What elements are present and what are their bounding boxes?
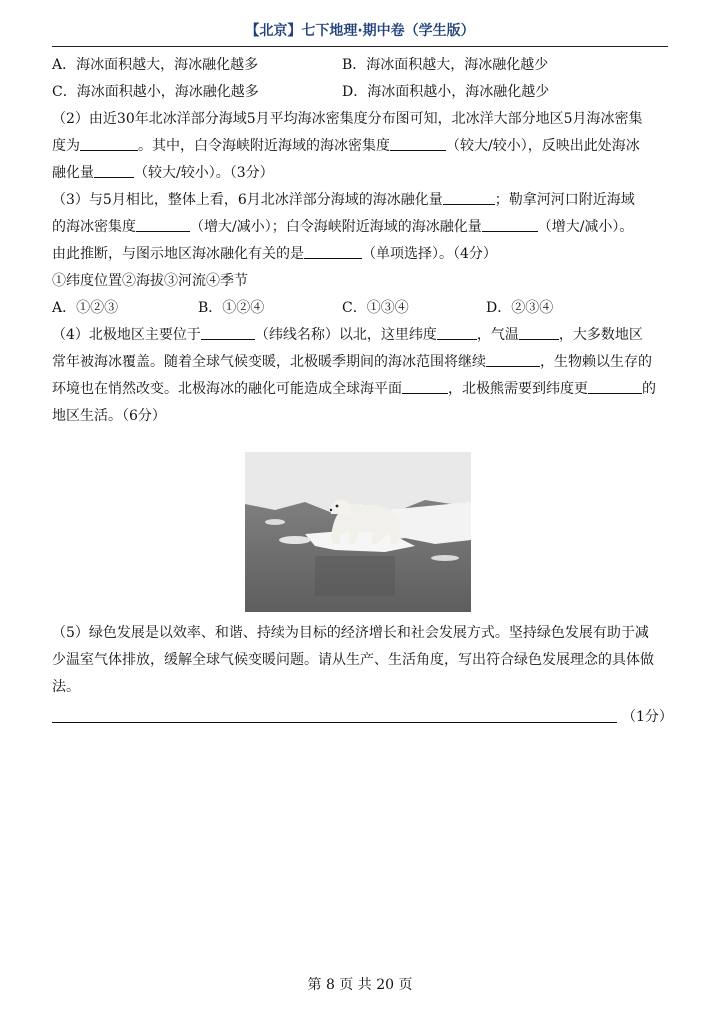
q2-text: 。其中，白令海峡附近海域的海冰密集度 [138, 138, 390, 154]
q3-line-2 [52, 214, 668, 241]
q4-text: 的 [642, 381, 656, 397]
q5-text: 法。 [52, 679, 80, 695]
q3-line-3 [52, 241, 668, 268]
answer-blank[interactable] [94, 160, 134, 178]
polar-bear-illustration [245, 452, 471, 612]
q3-text: ；勒拿河河口附近海域 [494, 192, 635, 208]
q4-text: ，北极熊需要到纬度更 [448, 381, 588, 397]
q5-text: （5）绿色发展是以效率、和谐、持续为目标的经济增长和社会发展方式。坚持绿色发展有助于减 [52, 625, 649, 641]
polar-bear-photo [245, 452, 471, 612]
q2-line-2 [52, 133, 668, 160]
q1-option-b: B．海冰面积越大，海冰融化越少 [342, 57, 549, 73]
q3-text: （增大/减小）。 [537, 219, 634, 235]
q1-options-row-2 [52, 79, 668, 106]
answer-blank[interactable] [443, 187, 495, 205]
q1-option-c: C．海冰面积越小，海冰融化越多 [52, 84, 259, 100]
answer-blank[interactable] [201, 322, 255, 340]
q4-text: 常年被海冰覆盖。随着全球气候变暖，北极暖季期间的海冰范围将继续 [52, 354, 486, 370]
q2-text: 融化量 [52, 165, 94, 181]
answer-blank[interactable] [136, 214, 190, 232]
answer-blank[interactable] [482, 214, 538, 232]
q2-line-1 [52, 106, 668, 133]
q3-option-a: A．①②③ [52, 300, 119, 316]
q2-text: （较大/较小），反映出此处海冰 [446, 138, 640, 154]
q3-text: （3）与5月相比，整体上看，6月北冰洋部分海域的海冰融化量 [52, 192, 443, 208]
q4-line-4 [52, 403, 668, 430]
q5-text: 少温室气体排放，缓解全球气候变暖问题。请从生产、生活角度，写出符合绿色发展理念的具体做 [52, 652, 654, 668]
answer-blank[interactable] [402, 376, 448, 394]
q3-factors [52, 268, 668, 295]
q4-text: 地区生活。（6分） [52, 408, 166, 424]
q3-text: 由此推断，与图示地区海冰融化有关的是 [52, 246, 304, 262]
q5-block [52, 620, 668, 701]
q5-line-1 [52, 620, 668, 647]
q2-text: 度为 [52, 138, 80, 154]
q4-text: ，生物赖以生存的 [540, 354, 652, 370]
q3-option-b: B．①②④ [198, 300, 265, 316]
q2-line-3 [52, 160, 668, 187]
answer-blank[interactable] [588, 376, 642, 394]
q4-text: （4）北极地区主要位于 [52, 327, 201, 343]
q5-answer-line[interactable] [52, 722, 617, 723]
q3-option-d: D．②③④ [486, 300, 554, 316]
q4-text: （纬线名称）以北，这里纬度 [254, 327, 437, 343]
answer-blank[interactable] [486, 349, 540, 367]
q3-text: （单项选择）。（4分） [362, 246, 497, 262]
q3-text: （增大/减小）；白令海峡附近海域的海冰融化量 [190, 219, 482, 235]
q4-line-1 [52, 322, 668, 349]
q4-line-2 [52, 349, 668, 376]
q3-option-c: C．①③④ [342, 300, 409, 316]
q4-text: ，大多数地区 [558, 327, 643, 343]
q4-text: 环境也在悄然改变。北极海冰的融化可能造成全球海平面 [52, 381, 402, 397]
q4-line-3 [52, 376, 668, 403]
answer-blank[interactable] [390, 133, 446, 151]
page-content [52, 52, 668, 430]
q3-line-1 [52, 187, 668, 214]
answer-blank[interactable] [437, 322, 477, 340]
page-footer: 第 8 页 共 20 页 [307, 977, 413, 993]
q3-text: 的海冰密集度 [52, 219, 136, 235]
q2-text: （较大/较小）。（3分） [134, 165, 274, 181]
q2-text: （2）由近30年北冰洋部分海域5月平均海冰密集度分布图可知，北冰洋大部分地区5月海冰密集 [52, 111, 643, 127]
q5-line-2 [52, 647, 668, 674]
q5-score: （1分） [622, 709, 673, 725]
page-header: 【北京】七下地理·期中卷（学生版） [52, 18, 668, 47]
answer-blank[interactable] [80, 133, 138, 151]
q1-option-d: D．海冰面积越小，海冰融化越少 [342, 84, 550, 100]
answer-blank[interactable] [519, 322, 559, 340]
q1-options-row-1 [52, 52, 668, 79]
answer-blank[interactable] [304, 241, 362, 259]
q5-line-3 [52, 674, 668, 701]
q4-text: ，气温 [476, 327, 519, 343]
q3-options [52, 295, 668, 322]
q1-option-a: A．海冰面积越大，海冰融化越多 [52, 57, 259, 73]
q3-factors-text: ①纬度位置②海拔③河流④季节 [52, 273, 248, 289]
